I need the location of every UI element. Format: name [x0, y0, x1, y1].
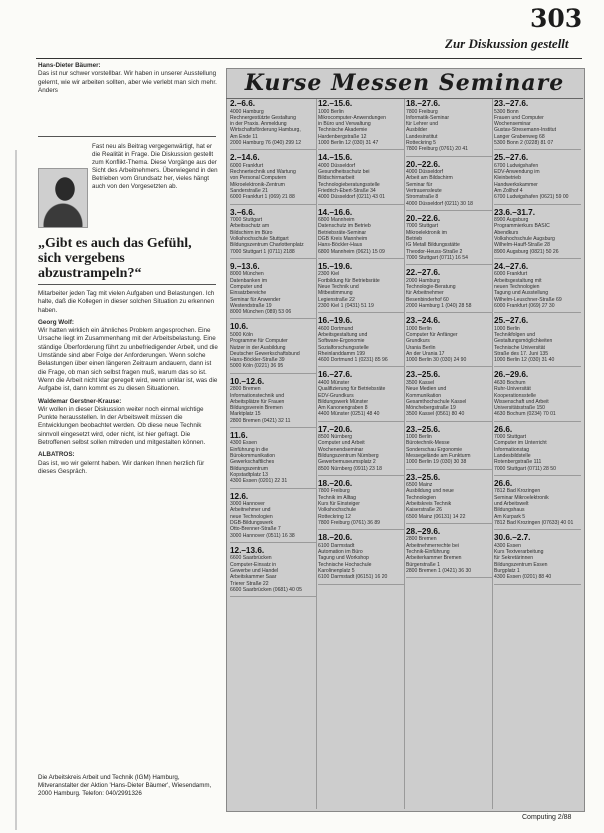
paragraph: Wir hatten wirklich ein ähnliches Problem angesprochen. Eine Ursache liegt im Zusammenhang mit der Arbeitsbelastung. Eine ständige Überforderung führt zu unbefriedigender Arbeit, und die Umstände sind aber Folge der Anforderungen. Wenn solche Belastungen über einen längeren Zeitraum andauern, dann ist die Frage, ob man sich selbst fragen muß, warum das so ist. Wenn die Arbeit nicht klar geregelt wird, wenn unklar ist, was die Aufgabe ist, dann kommt es zu diesen Situationen.: [38, 327, 218, 393]
events-column: [494, 99, 581, 809]
event-date: 2.–6.6.: [230, 99, 256, 108]
event-details: 8500 Nürnberg Computer und Arbeit Wochenendseminar Bildungszentrum Nürnberg Gewerbemuseumsplatz 2 8500 Nürnberg (0911) 23 18: [318, 434, 382, 472]
portrait-photo: [38, 168, 88, 228]
event-entry: [230, 546, 317, 597]
speaker-name: ALBATROS:: [38, 451, 75, 459]
event-entry: [494, 370, 581, 421]
event-date: 25.–27.6.: [494, 316, 529, 326]
event-details: 4000 Düsseldorf Gesundheitsschutz bei Bildschirmarbeit Technologieberatungsstelle Friedrich-Ebert-Straße 34 4000 Düsseldorf (0211) 43 01: [318, 162, 386, 201]
event-entry: [318, 370, 405, 421]
paragraph: Wir wollen in dieser Diskussion weiter noch einmal wichtige Punkte herausstellen. In der Arbeitswelt müssen die Entwicklungen beobachtet werden. Ob diese neue Technik sinnvoll eingesetzt wird, oder nicht, ist hier gefragt. Die Betroffenen selbst sollen mitreden und mitgestalten können.: [38, 405, 206, 447]
event-details: 7000 Stuttgart Computer im Unterricht Informationstag Landesbildstelle Rotenbergstraße 111 7000 Stuttgart (0711) 28 50: [494, 434, 556, 472]
event-date: 23.–27.6.: [494, 99, 529, 108]
section-heading: Zur Diskussion gestellt: [445, 36, 569, 51]
event-date: 23.6.–31.7.: [494, 207, 535, 217]
event-date: 25.–27.6.: [494, 153, 529, 163]
event-date: 11.6.: [230, 430, 248, 440]
photo-caption: Fast neu als Beitrag vergegenwärtigt, hat er die Realität in Frage. Die Diskussion gestellt zum Konflikt-Thema. Diese Vorgänge aus der Sicht des Arbeitnehmers. Überwiegend in den Betrieben vom Grundsatz her, vieles hängt auch von den Vorgesetzten ab.: [92, 143, 218, 190]
events-title: Kurse Messen Seminare: [244, 70, 565, 96]
event-details: 6000 Frankfurt Rechnertechnik und Wartung von Personal Computern Mikroelektronik-Zentrum Sanderstraße 21 6000 Frankfurt 1 (069) 21 88: [230, 162, 296, 201]
event-entry: [406, 370, 493, 421]
event-date: 26.–29.6.: [494, 370, 529, 380]
event-date: 23.–25.6.: [406, 370, 441, 380]
paragraph: Das ist nur schwer vorstellbar. Wir haben in unserer Ausstellung gelernt, wie wir arbeiten sollten, aber wie verlebt man sich mehr. Anders: [38, 70, 217, 94]
event-entry: [406, 316, 493, 367]
event-entry: [318, 99, 405, 150]
event-details: 7000 Stuttgart Arbeitsschutz am Bildschirm im Büro Volkshochschule Stuttgart Bildungszentrum Charlottenplatz 7000 Stuttgart 1 (0711) 2188: [230, 217, 304, 255]
event-details: 5300 Bonn Frauen und Computer Wochenseminar Gustav-Stresemann-Institut Langer Grabenweg 68 5300 Bonn 2 (0228) 81 07: [494, 108, 556, 146]
event-entry: [318, 479, 405, 530]
event-date: 3.–6.6.: [230, 207, 256, 217]
speaker-name: Hans-Dieter Bäumer:: [38, 62, 101, 69]
event-entry: [494, 99, 581, 150]
event-entry: [494, 262, 581, 313]
event-details: 4300 Essen Kurs Textverarbeitung für Sekretärinnen Bildungszentrum Essen Burgplatz 1 4300 Essen (0201) 88 40: [494, 542, 552, 581]
event-details: 7800 Freiburg Technik im Alltag Kurs für Einsteiger Volkshochschule Rotteckring 12 7800 Freiburg (0761) 36 89: [318, 488, 381, 526]
event-entry: [406, 214, 493, 265]
header-rule: [36, 58, 582, 59]
event-entry: [230, 208, 317, 259]
event-entry: [494, 533, 581, 584]
event-details: 8000 München Datenbanken im Computer und Einsatzbereiche Seminar für Anwender Westendstraße 19 8000 München (089) 53 06: [230, 271, 292, 316]
event-date: 2.–14.6.: [230, 153, 260, 163]
event-date: 12.–13.6.: [230, 545, 265, 555]
event-date: 22.–27.6.: [406, 268, 441, 278]
events-column: [230, 99, 317, 809]
pull-quote: „Gibt es auch das Gefühl, sich vergebens abzustrampeln?“: [38, 236, 192, 281]
event-details: 1000 Berlin Computer für Anfänger Grundkurs Urania Berlin An der Urania 17 1000 Berlin 30 (030) 24 90: [406, 325, 467, 364]
discussion-body: [38, 290, 220, 476]
event-entry: [318, 316, 405, 367]
column-divider: [492, 99, 493, 809]
event-date: 12.–15.6.: [318, 99, 353, 108]
event-entry: [318, 533, 405, 584]
event-details: 4000 Düsseldorf Arbeit am Bildschirm Seminar für Vertrauensleute Stromstraße 8 4000 Düsseldorf (0211) 30 18: [406, 169, 474, 207]
event-entry: [406, 99, 493, 157]
event-details: 2300 Kiel Fortbildung für Betriebsräte Neue Technik und Mitbestimmung Legienstraße 22 2300 Kiel 1 (0431) 51 19: [318, 271, 380, 309]
event-date: 17.–20.6.: [318, 424, 353, 434]
event-date: 28.–29.6.: [406, 526, 441, 536]
event-details: 1000 Berlin Technikfolgen und Gestaltungsmöglichkeiten Technische Universität Straße des 17. Juni 135 1000 Berlin 12 (030) 31 40: [494, 325, 555, 364]
column-divider: [316, 99, 317, 809]
event-date: 26.6.: [494, 478, 513, 488]
event-details: 1000 Berlin Bürotechnik-Messe Sonderschau Ergonomie Messegelände am Funkturm 1000 Berlin 19 (030) 30 38: [406, 434, 471, 466]
speaker-name: Waldemar Gerstner-Krause:: [38, 397, 122, 405]
event-details: 2800 Bremen Arbeitnehmerrechte bei Technik-Einführung Arbeiterkammer Bremen Bürgerstraße 1 2800 Bremen 1 (0421) 36 30: [406, 536, 472, 574]
page-number: 303: [530, 4, 583, 33]
event-entry: [406, 473, 493, 524]
event-details: 5000 Köln Programme für Computer Nutzer in der Ausbildung Deutscher Gewerkschaftsbund Hans-Böckler-Straße 39 5000 Köln (0221) 36 95: [230, 331, 300, 370]
event-date: 14.–15.6.: [318, 153, 353, 163]
footnote: Die Arbeitskreis Arbeit und Technik (IGM) Hamburg, Mitveranstalter der Aktion 'Hans-Dieter Bäumer', Wiesendamm, 2000 Hamburg. Telefon: 040/2991326: [38, 774, 212, 797]
event-details: 7812 Bad Krozingen Seminar Mikroelektronik und Arbeitswelt Bildungshaus Am Kurpark 5 7812 Bad Krozingen (07633) 40 01: [494, 488, 574, 526]
speaker-name: Georg Wolf:: [38, 318, 74, 326]
paragraph: Das ist, wo wir gelernt haben. Wir danken Ihnen herzlich für dieses Gespräch.: [38, 459, 205, 475]
binding-edge: [15, 150, 17, 830]
event-entry: [230, 99, 317, 150]
event-date: 10.6.: [230, 322, 249, 332]
event-details: 4400 Münster Qualifizierung für Betriebsräte EDV-Grundkurs Bildungswerk Münster Am Kanonengraben 8 4400 Münster (0251) 48 40: [318, 379, 386, 418]
events-column: [318, 99, 405, 809]
paragraph: Mitarbeiter jeden Tag mit vielen Aufgaben und Belastungen. Ich halte, daß die Kollegen in dieser solchen Situation zu erkennen haben.: [38, 290, 215, 314]
event-entry: [230, 431, 317, 489]
event-entry: [318, 262, 405, 313]
event-entry: [494, 425, 581, 476]
event-details: 6100 Darmstadt Automation im Büro Tagung und Workshop Technische Hochschule Karolinenplatz 5 6100 Darmstadt (06151) 16 20: [318, 542, 388, 581]
events-column: [406, 99, 493, 809]
issue-label: Computing 2/88: [522, 814, 572, 821]
event-date: 18.–20.6.: [318, 533, 353, 543]
event-entry: [494, 479, 581, 530]
event-entry: [318, 425, 405, 476]
event-date: 12.6.: [230, 491, 249, 501]
event-entry: [230, 322, 317, 373]
event-details: 6800 Mannheim Datenschutz im Betrieb Betriebsräte-Seminar DGB Kreis Mannheim Hans-Böckler-Haus 6800 Mannheim (0621) 15 09: [318, 217, 385, 255]
event-entry: [318, 153, 405, 204]
event-date: 15.–19.6.: [318, 261, 353, 271]
event-details: 7000 Stuttgart Mikroelektronik im Betrieb IG Metall Bildungsstätte Theodor-Heuss-Straße 2 7000 Stuttgart (0711) 16 54: [406, 223, 468, 261]
event-entry: [230, 262, 317, 320]
divider: [38, 284, 216, 285]
event-date: 14.–16.6.: [318, 207, 353, 217]
event-date: 23.–25.6.: [406, 472, 441, 482]
event-date: 16.–27.6.: [318, 370, 353, 380]
event-details: 8900 Augsburg Programmierkurs BASIC Abendkurs Volkshochschule Augsburg Wilhelm-Hauff-Straße 28 8900 Augsburg (0821) 50 26: [494, 217, 559, 255]
event-date: 23.–24.6.: [406, 316, 441, 326]
event-details: 4000 Hamburg Rechnergestützte Gestaltung in der Praxis. Anmeldung Wirtschaftsförderung Hamburg, Am Ende 11 2000 Hamburg 76 (040) 299 12: [230, 108, 302, 146]
event-date: 30.6.–2.7.: [494, 533, 531, 543]
event-details: 6000 Frankfurt Arbeitsgestaltung mit neuen Technologien Tagung und Ausstellung Wilhelm-Leuschner-Straße 69 6000 Frankfurt (069) 27 30: [494, 271, 562, 309]
event-details: 3500 Kassel Neue Medien und Kommunikation Gesamthochschule Kassel Mönchebergstraße 19 3500 Kassel (0561) 80 40: [406, 379, 467, 418]
event-details: 2800 Bremen Informationstechnik und Arbeitsplätze für Frauen Bildungsverein Bremen Marktplatz 15 2800 Bremen (0421) 32 11: [230, 386, 291, 424]
event-entry: [406, 527, 493, 578]
event-details: 7800 Freiburg Informatik-Seminar für Lehrer und Ausbilder Landesinstitut Rotteckring 5 7800 Freiburg (0761) 20 41: [406, 108, 469, 153]
event-date: 24.–27.6.: [494, 261, 529, 271]
event-details: 3000 Hannover Arbeitnehmer und neue Technologien DGB-Bildungswerk Otto-Brenner-Straße 7 3000 Hannover (0511) 16 38: [230, 501, 295, 539]
event-details: 6600 Saarbrücken Computer-Einsatz in Gewerbe und Handel Arbeitskammer Saar Trierer Straße 22 6600 Saarbrücken (0681) 40 05: [230, 555, 302, 593]
divider: [38, 136, 216, 137]
event-entry: [230, 377, 317, 428]
event-entry: [406, 425, 493, 470]
event-date: 16.–19.6.: [318, 316, 353, 326]
event-details: 4630 Bochum Ruhr-Universität Kooperationsstelle Wissenschaft und Arbeit Universitätsstraße 150 4630 Bochum (0234) 70 01: [494, 379, 556, 418]
event-details: 4300 Essen Einführung in die Bürokommunikation Gewerkschaftliches Bildungszentrum Kopstadtplatz 13 4300 Essen (0201) 22 31: [230, 440, 288, 485]
event-date: 9.–13.6.: [230, 261, 260, 271]
event-entry: [230, 153, 317, 204]
event-date: 23.–25.6.: [406, 424, 441, 434]
event-entry: [406, 160, 493, 211]
column-divider: [404, 99, 405, 809]
event-entry: [494, 316, 581, 367]
event-details: 1000 Berlin Mikrocomputer-Anwendungen in Büro und Verwaltung Technische Akademie Hardenbergstraße 12 1000 Berlin 12 (030) 31 47: [318, 108, 386, 146]
event-entry: [230, 492, 317, 543]
event-date: 18.–20.6.: [318, 478, 353, 488]
event-details: 6700 Ludwigshafen EDV-Anwendung im Kleinbetrieb Handwerkskammer Am Zollhof 4 6700 Ludwigshafen (0621) 59 00: [494, 162, 569, 201]
event-entry: [494, 208, 581, 259]
event-date: 26.6.: [494, 424, 513, 434]
intro-block: [38, 62, 220, 95]
event-details: 2000 Hamburg Technologie-Beratung für Arbeitnehmer Besenbinderhof 60 2000 Hamburg 1 (040) 28 58: [406, 277, 472, 309]
event-entry: [318, 208, 405, 259]
event-date: 20.–22.6.: [406, 159, 441, 169]
event-date: 20.–22.6.: [406, 213, 441, 223]
event-entry: [494, 153, 581, 204]
event-date: 18.–27.6.: [406, 99, 441, 108]
event-date: 10.–12.6.: [230, 376, 265, 386]
event-entry: [406, 268, 493, 313]
event-details: 4600 Dortmund Arbeitsgestaltung und Software-Ergonomie Sozialforschungsstelle Rheinlanddamm 199 4600 Dortmund 1 (0231) 85 96: [318, 325, 388, 364]
event-details: 6500 Mainz Ausbildung und neue Technologien Arbeitskreis Technik Kaiserstraße 26 6500 Mainz (06131) 14 22: [406, 482, 466, 520]
